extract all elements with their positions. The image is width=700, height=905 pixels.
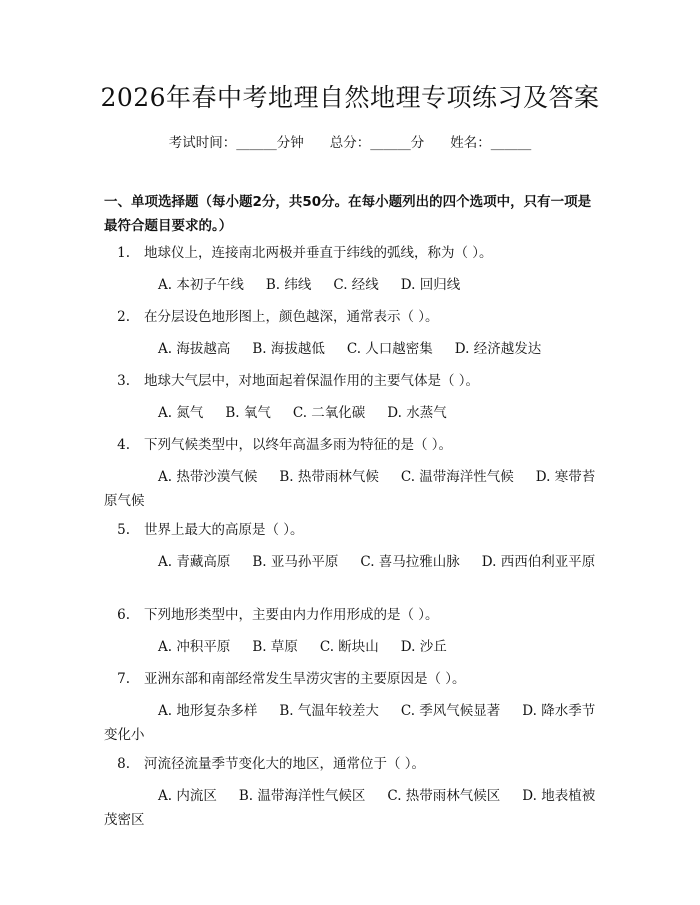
option-d: D. 水蒸气	[387, 405, 447, 421]
question-number: 7.	[117, 671, 130, 687]
exam-time-field: 考试时间：______分钟	[168, 135, 304, 151]
question-2	[104, 305, 600, 329]
question-5	[104, 518, 600, 542]
question-4-options	[104, 465, 600, 513]
question-number: 1.	[117, 245, 130, 261]
question-number: 6.	[117, 607, 130, 623]
question-6-options	[104, 635, 600, 659]
question-7	[104, 667, 600, 691]
question-text: 地球大气层中，对地面起着保温作用的主要气体是（ ）。	[144, 373, 480, 389]
option-d: D. 西西伯利亚平原	[481, 554, 596, 570]
option-a: A. 青藏高原	[158, 554, 231, 570]
question-4	[104, 433, 600, 457]
option-a: A. 海拔越高	[158, 341, 231, 357]
question-text: 下列地形类型中，主要由内力作用形成的是（ ）。	[144, 607, 439, 623]
option-c: C. 人口越密集	[346, 341, 433, 357]
question-2-options	[104, 337, 600, 361]
question-text: 亚洲东部和南部经常发生旱涝灾害的主要原因是（ ）。	[144, 671, 466, 687]
option-a: A. 热带沙漠气候	[158, 469, 258, 485]
total-score-field: 总分：______分	[329, 135, 425, 151]
question-number: 5.	[117, 522, 130, 538]
option-c: C. 温带海洋性气候	[400, 469, 514, 485]
question-text: 在分层设色地形图上，颜色越深，通常表示（ ）。	[144, 309, 439, 325]
question-number: 3.	[117, 373, 130, 389]
option-a: A. 本初子午线	[158, 277, 244, 293]
question-text: 世界上最大的高原是（ ）。	[144, 522, 304, 538]
question-1-options	[104, 273, 600, 297]
option-c: C. 热带雨林气候区	[387, 788, 501, 804]
option-c: C. 二氧化碳	[292, 405, 366, 421]
question-5-options	[104, 550, 600, 574]
option-c: C. 季风气候显著	[400, 703, 501, 719]
option-b: B. 海拔越低	[252, 341, 325, 357]
exam-meta	[0, 133, 700, 153]
option-d: D. 寒带苔原气候	[104, 469, 596, 509]
option-a: A. 冲积平原	[158, 639, 231, 655]
option-b: B. 氧气	[225, 405, 271, 421]
option-d: D. 经济越发达	[454, 341, 542, 357]
question-8	[104, 752, 600, 776]
option-b: B. 纬线	[265, 277, 312, 293]
option-b: B. 气温年较差大	[279, 703, 379, 719]
option-d: D. 降水季节变化小	[104, 703, 596, 743]
question-8-options	[104, 784, 600, 832]
page-title: 2026年春中考地理自然地理专项练习及答案	[100, 83, 600, 112]
option-c: C. 断块山	[319, 639, 379, 655]
student-name-field: 姓名：______	[450, 135, 532, 151]
section-heading: 一、单项选择题（每小题2分，共50分。在每小题列出的四个选项中，只有一项是最符合题目要求的。）	[104, 194, 592, 234]
question-text: 下列气候类型中，以终年高温多雨为特征的是（ ）。	[144, 437, 453, 453]
question-text: 河流径流量季节变化大的地区，通常位于（ ）。	[144, 756, 426, 772]
option-d: D. 地表植被茂密区	[104, 788, 596, 828]
option-c: C. 喜马拉雅山脉	[360, 554, 460, 570]
option-b: B. 温带海洋性气候区	[238, 788, 366, 804]
option-a: A. 氮气	[158, 405, 204, 421]
option-d: D. 沙丘	[400, 639, 447, 655]
question-number: 8.	[117, 756, 130, 772]
option-b: B. 热带雨林气候	[279, 469, 379, 485]
option-b: B. 草原	[252, 639, 298, 655]
option-b: B. 亚马孙平原	[252, 554, 339, 570]
question-1	[104, 241, 600, 265]
option-a: A. 内流区	[158, 788, 217, 804]
question-3	[104, 369, 600, 393]
question-6	[104, 603, 600, 627]
question-number: 2.	[117, 309, 130, 325]
question-number: 4.	[117, 437, 130, 453]
option-c: C. 经线	[333, 277, 379, 293]
question-text: 地球仪上，连接南北两极并垂直于纬线的弧线，称为（ ）。	[144, 245, 493, 261]
question-7-options	[104, 699, 600, 747]
option-a: A. 地形复杂多样	[158, 703, 258, 719]
question-3-options	[104, 401, 600, 425]
option-d: D. 回归线	[400, 277, 461, 293]
